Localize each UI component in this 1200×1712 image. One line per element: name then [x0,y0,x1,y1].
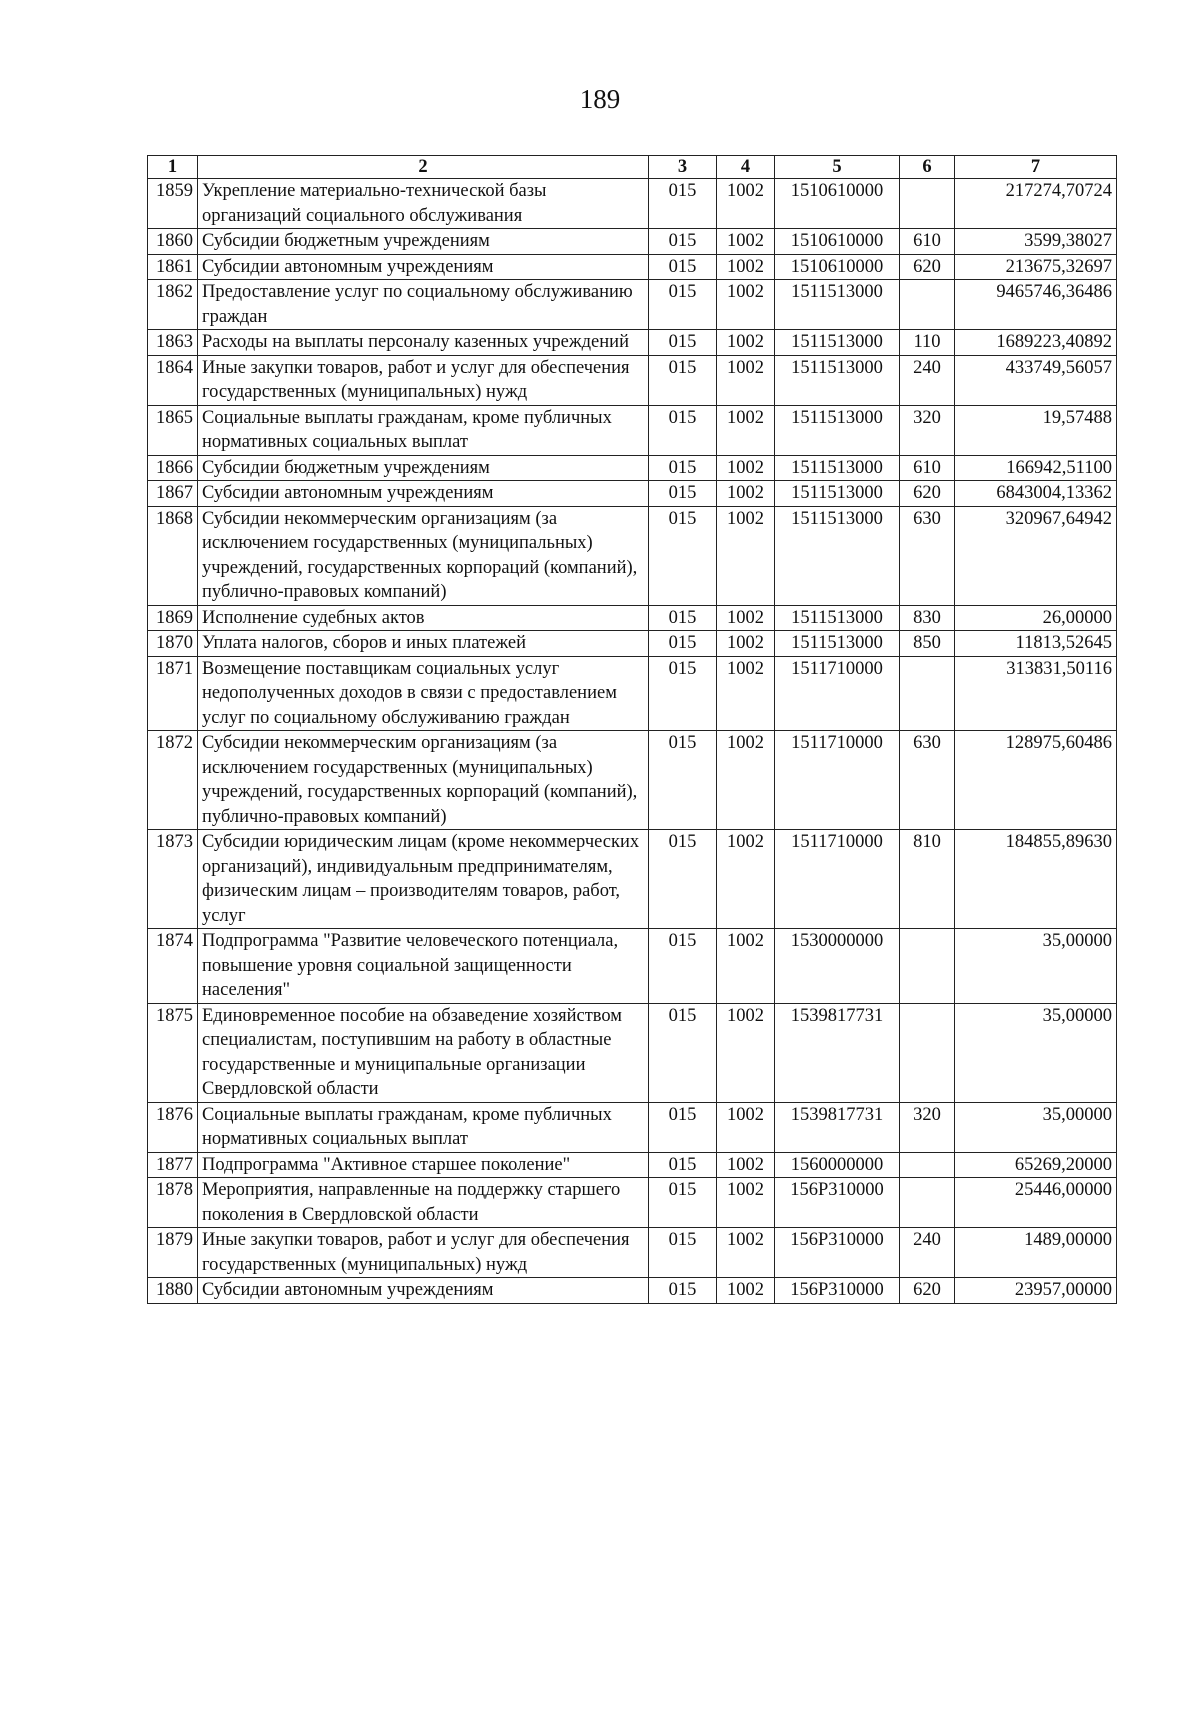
row-target-code: 1511513000 [775,631,900,657]
row-admin-code: 015 [649,405,717,455]
row-admin-code: 015 [649,1003,717,1102]
row-expense-type [900,1003,955,1102]
row-admin-code: 015 [649,179,717,229]
row-expense-type: 240 [900,355,955,405]
row-name: Возмещение поставщикам социальных услуг недополученных доходов в связи с предоставлением услуг по социальному обслуживанию граждан [198,656,649,731]
table-row [148,1228,1117,1278]
row-expense-type: 240 [900,1228,955,1278]
row-name: Иные закупки товаров, работ и услуг для обеспечения государственных (муниципальных) нужд [198,1228,649,1278]
row-number: 1861 [148,254,198,280]
row-amount: 35,00000 [955,1003,1117,1102]
row-expense-type: 810 [900,830,955,929]
row-number: 1871 [148,656,198,731]
row-number: 1864 [148,355,198,405]
row-number: 1863 [148,330,198,356]
table-row [148,631,1117,657]
row-number: 1860 [148,229,198,255]
row-name: Социальные выплаты гражданам, кроме публичных нормативных социальных выплат [198,1102,649,1152]
row-number: 1879 [148,1228,198,1278]
row-section-code: 1002 [717,830,775,929]
row-target-code: 1511710000 [775,656,900,731]
row-amount: 217274,70724 [955,179,1117,229]
row-admin-code: 015 [649,1178,717,1228]
row-name: Субсидии автономным учреждениям [198,481,649,507]
row-expense-type: 830 [900,605,955,631]
row-number: 1875 [148,1003,198,1102]
row-expense-type: 610 [900,455,955,481]
row-number: 1862 [148,280,198,330]
table-row [148,506,1117,605]
row-expense-type: 620 [900,254,955,280]
row-target-code: 1511513000 [775,355,900,405]
row-amount: 35,00000 [955,929,1117,1004]
row-target-code: 156Р310000 [775,1228,900,1278]
row-name: Субсидии автономным учреждениям [198,1278,649,1304]
table-header-row [148,156,1117,179]
row-admin-code: 015 [649,330,717,356]
table-row [148,254,1117,280]
row-section-code: 1002 [717,929,775,1004]
row-name: Субсидии бюджетным учреждениям [198,229,649,255]
row-target-code: 1530000000 [775,929,900,1004]
row-expense-type [900,1152,955,1178]
column-header: 6 [900,156,955,179]
row-number: 1870 [148,631,198,657]
row-name: Мероприятия, направленные на поддержку старшего поколения в Свердловской области [198,1178,649,1228]
column-header: 5 [775,156,900,179]
row-number: 1869 [148,605,198,631]
row-expense-type [900,929,955,1004]
row-name: Подпрограмма "Развитие человеческого потенциала, повышение уровня социальной защищенности населения" [198,929,649,1004]
table-row [148,1278,1117,1304]
row-section-code: 1002 [717,656,775,731]
row-admin-code: 015 [649,656,717,731]
row-amount: 320967,64942 [955,506,1117,605]
row-section-code: 1002 [717,1278,775,1304]
row-number: 1878 [148,1178,198,1228]
row-name: Субсидии некоммерческим организациям (за исключением государственных (муниципальных) учреждений, государственных корпораций (компаний), публично-правовых компаний) [198,731,649,830]
row-expense-type: 610 [900,229,955,255]
row-expense-type: 620 [900,1278,955,1304]
column-header: 3 [649,156,717,179]
row-amount: 1489,00000 [955,1228,1117,1278]
row-number: 1873 [148,830,198,929]
row-expense-type: 620 [900,481,955,507]
row-name: Подпрограмма "Активное старшее поколение" [198,1152,649,1178]
row-expense-type: 850 [900,631,955,657]
row-section-code: 1002 [717,506,775,605]
row-admin-code: 015 [649,355,717,405]
row-target-code: 1511710000 [775,731,900,830]
row-admin-code: 015 [649,280,717,330]
row-expense-type: 630 [900,731,955,830]
row-target-code: 1510610000 [775,179,900,229]
row-amount: 19,57488 [955,405,1117,455]
table-row [148,830,1117,929]
row-admin-code: 015 [649,1228,717,1278]
row-section-code: 1002 [717,605,775,631]
row-section-code: 1002 [717,179,775,229]
row-section-code: 1002 [717,330,775,356]
row-target-code: 1510610000 [775,254,900,280]
row-admin-code: 015 [649,605,717,631]
row-expense-type: 630 [900,506,955,605]
table-row [148,481,1117,507]
table-row [148,280,1117,330]
row-expense-type [900,179,955,229]
row-target-code: 1511513000 [775,481,900,507]
column-header: 2 [198,156,649,179]
row-amount: 213675,32697 [955,254,1117,280]
row-amount: 65269,20000 [955,1152,1117,1178]
row-name: Уплата налогов, сборов и иных платежей [198,631,649,657]
row-section-code: 1002 [717,355,775,405]
row-expense-type [900,656,955,731]
row-name: Предоставление услуг по социальному обслуживанию граждан [198,280,649,330]
row-number: 1859 [148,179,198,229]
row-expense-type [900,1178,955,1228]
row-amount: 184855,89630 [955,830,1117,929]
table-row [148,355,1117,405]
table-row [148,929,1117,1004]
row-amount: 9465746,36486 [955,280,1117,330]
row-amount: 26,00000 [955,605,1117,631]
page-number: 189 [579,84,621,114]
table-row [148,455,1117,481]
row-admin-code: 015 [649,481,717,507]
row-number: 1874 [148,929,198,1004]
row-amount: 433749,56057 [955,355,1117,405]
column-header: 7 [955,156,1117,179]
table-row [148,1178,1117,1228]
row-section-code: 1002 [717,1003,775,1102]
row-target-code: 1539817731 [775,1003,900,1102]
row-target-code: 1511710000 [775,830,900,929]
row-section-code: 1002 [717,631,775,657]
row-section-code: 1002 [717,1178,775,1228]
row-amount: 23957,00000 [955,1278,1117,1304]
row-section-code: 1002 [717,254,775,280]
row-target-code: 1511513000 [775,405,900,455]
table-row [148,1102,1117,1152]
row-name: Субсидии автономным учреждениям [198,254,649,280]
row-section-code: 1002 [717,731,775,830]
row-expense-type: 320 [900,405,955,455]
row-number: 1872 [148,731,198,830]
row-admin-code: 015 [649,830,717,929]
row-amount: 6843004,13362 [955,481,1117,507]
row-number: 1866 [148,455,198,481]
row-expense-type: 320 [900,1102,955,1152]
row-admin-code: 015 [649,1152,717,1178]
row-number: 1880 [148,1278,198,1304]
row-target-code: 1511513000 [775,330,900,356]
column-header: 4 [717,156,775,179]
row-section-code: 1002 [717,229,775,255]
row-section-code: 1002 [717,1152,775,1178]
row-number: 1877 [148,1152,198,1178]
row-amount: 128975,60486 [955,731,1117,830]
row-target-code: 1511513000 [775,506,900,605]
row-section-code: 1002 [717,455,775,481]
row-target-code: 156Р310000 [775,1178,900,1228]
row-target-code: 156Р310000 [775,1278,900,1304]
table-row [148,656,1117,731]
row-amount: 166942,51100 [955,455,1117,481]
row-admin-code: 015 [649,929,717,1004]
table-row [148,731,1117,830]
table-row [148,229,1117,255]
row-target-code: 1510610000 [775,229,900,255]
row-name: Расходы на выплаты персоналу казенных учреждений [198,330,649,356]
table-row [148,1003,1117,1102]
budget-table [147,155,1117,1304]
row-name: Укрепление материально-технической базы организаций социального обслуживания [198,179,649,229]
table-row [148,330,1117,356]
row-section-code: 1002 [717,405,775,455]
row-name: Субсидии некоммерческим организациям (за исключением государственных (муниципальных) учреждений, государственных корпораций (компаний), публично-правовых компаний) [198,506,649,605]
row-section-code: 1002 [717,1228,775,1278]
row-target-code: 1560000000 [775,1152,900,1178]
row-name: Субсидии юридическим лицам (кроме некоммерческих организаций), индивидуальным предпринимателям, физическим лицам – производителям товаров, работ, услуг [198,830,649,929]
table-body [148,179,1117,1304]
row-name: Исполнение судебных актов [198,605,649,631]
row-number: 1868 [148,506,198,605]
row-number: 1865 [148,405,198,455]
row-target-code: 1511513000 [775,280,900,330]
row-number: 1876 [148,1102,198,1152]
table-row [148,179,1117,229]
row-target-code: 1511513000 [775,455,900,481]
row-admin-code: 015 [649,455,717,481]
table-row [148,405,1117,455]
row-name: Иные закупки товаров, работ и услуг для обеспечения государственных (муниципальных) нужд [198,355,649,405]
row-name: Субсидии бюджетным учреждениям [198,455,649,481]
row-name: Социальные выплаты гражданам, кроме публичных нормативных социальных выплат [198,405,649,455]
row-amount: 3599,38027 [955,229,1117,255]
row-admin-code: 015 [649,254,717,280]
column-header: 1 [148,156,198,179]
row-name: Единовременное пособие на обзаведение хозяйством специалистам, поступившим на работу в областные государственные и муниципальные организации Свердловской области [198,1003,649,1102]
row-expense-type: 110 [900,330,955,356]
row-amount: 313831,50116 [955,656,1117,731]
row-admin-code: 015 [649,506,717,605]
row-expense-type [900,280,955,330]
table-row [148,1152,1117,1178]
row-admin-code: 015 [649,731,717,830]
row-target-code: 1539817731 [775,1102,900,1152]
row-admin-code: 015 [649,631,717,657]
row-admin-code: 015 [649,1102,717,1152]
row-section-code: 1002 [717,481,775,507]
row-target-code: 1511513000 [775,605,900,631]
row-number: 1867 [148,481,198,507]
row-section-code: 1002 [717,1102,775,1152]
row-amount: 25446,00000 [955,1178,1117,1228]
row-amount: 35,00000 [955,1102,1117,1152]
table-row [148,605,1117,631]
row-admin-code: 015 [649,229,717,255]
row-amount: 1689223,40892 [955,330,1117,356]
row-section-code: 1002 [717,280,775,330]
row-admin-code: 015 [649,1278,717,1304]
row-amount: 11813,52645 [955,631,1117,657]
